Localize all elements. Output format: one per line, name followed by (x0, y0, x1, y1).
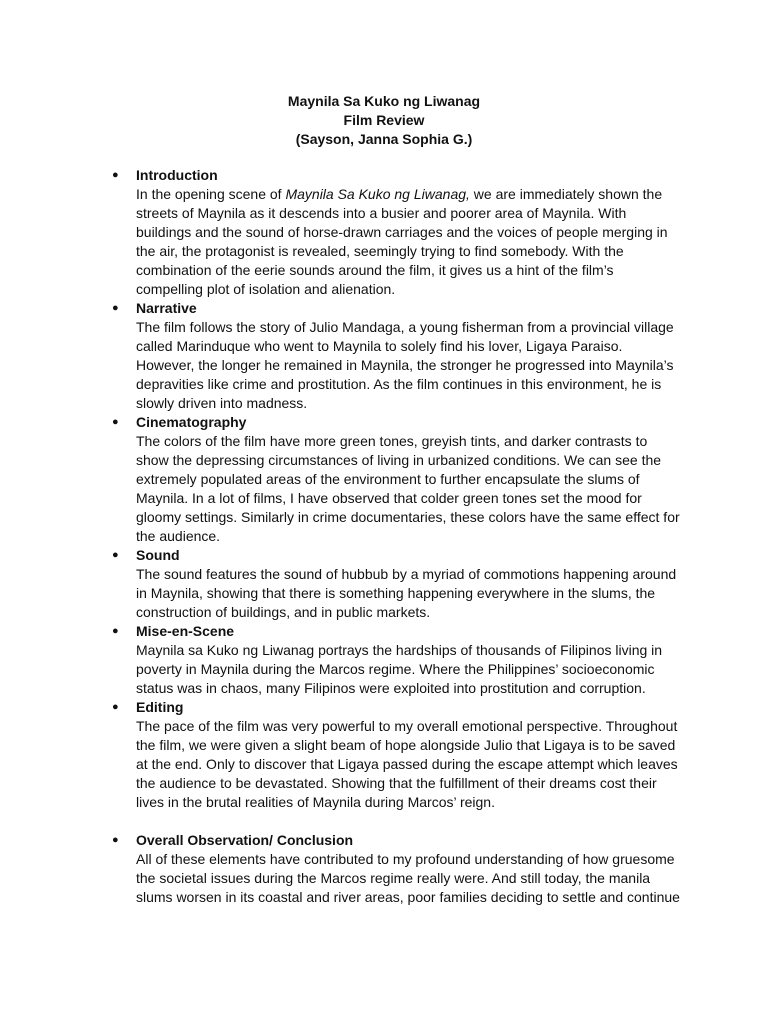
bullet-icon: ● (112, 701, 119, 713)
section-body: Maynila sa Kuko ng Liwanag portrays the hardships of thousands of Filipinos living in poverty in Maynila during the Marcos regime. Where the Philippines’ socioeconomic status was in chaos, many Filipinos were exploited into prostitution and corruption. (136, 642, 663, 696)
body-text: we are immediately shown the streets of Maynila as it descends into a busier and poorer area of Maynila. With buildings and the sound of horse-drawn carriages and the voices of people merging in the air, the protagonist is revealed, seemingly trying to find somebody. With the combination of the eerie sounds around the film, it gives us a hint of the film’s compelling plot of isolation and alienation. (136, 186, 668, 297)
document-header (0, 92, 768, 149)
body-text: In the opening scene of (136, 186, 286, 202)
document-author: (Sayson, Janna Sophia G.) (295, 131, 473, 147)
bullet-icon: ● (112, 549, 119, 561)
section-body: The sound features the sound of hubbub by a myriad of commotions happening around in Maynila, showing that there is something happening everywhere in the slums, the construction of buildings, and in public markets. (136, 566, 677, 620)
bullet-icon: ● (112, 625, 119, 637)
section-title: Sound (136, 547, 180, 563)
section-body: The colors of the film have more green tones, greyish tints, and darker contrasts to show the depressing circumstances of living in urbanized conditions. We can see the extremely populated areas of the environment to further encapsulate the slums of Maynila. In a lot of films, I have observed that colder green tones set the mood for gloomy settings. Similarly in crime documentaries, these colors have the same effect for the audience. (136, 433, 680, 544)
section-conclusion (112, 831, 682, 907)
section-title: Overall Observation/ Conclusion (136, 832, 354, 848)
section-introduction (112, 166, 682, 299)
section-title: Mise-en-Scene (136, 623, 235, 639)
bullet-icon: ● (112, 302, 119, 314)
section-editing (112, 698, 682, 812)
section-body: The film follows the story of Julio Mandaga, a young fisherman from a provincial village called Marinduque who went to Maynila to solely find his lover, Ligaya Paraiso. However, the longer he remained in Maynila, the stronger he progressed into Maynila’s depravities like crime and prostitution. As the film continues in this environment, he is slowly driven into madness. (136, 319, 674, 411)
section-body: All of these elements have contributed to my profound understanding of how gruesome the societal issues during the Marcos regime really were. And still today, the manila slums worsen in its coastal and river areas, poor families deciding to settle and continue (136, 851, 680, 905)
section-body: The pace of the film was very powerful to my overall emotional perspective. Throughout the film, we were given a slight beam of hope alongside Julio that Ligaya is to be saved at the end. Only to discover that Ligaya passed during the escape attempt which leaves the audience to be devastated. Showing that the fulfillment of their dreams cost their lives in the brutal realities of Maynila during Marcos’ reign. (136, 718, 678, 810)
section-title: Narrative (136, 300, 197, 316)
section-title: Cinematography (136, 414, 247, 430)
bullet-icon: ● (112, 416, 119, 428)
section-narrative (112, 299, 682, 413)
review-sections (112, 166, 682, 907)
section-sound (112, 546, 682, 622)
section-mise-en-scene (112, 622, 682, 698)
section-body (136, 185, 682, 299)
film-title-italic: Maynila Sa Kuko ng Liwanag, (285, 186, 470, 202)
section-title: Editing (136, 699, 184, 715)
section-title: Introduction (136, 167, 218, 183)
bullet-icon: ● (112, 169, 119, 181)
document-title: Maynila Sa Kuko ng Liwanag (287, 93, 481, 109)
bullet-icon: ● (112, 834, 119, 846)
section-cinematography (112, 413, 682, 546)
document-subtitle: Film Review (343, 112, 425, 128)
